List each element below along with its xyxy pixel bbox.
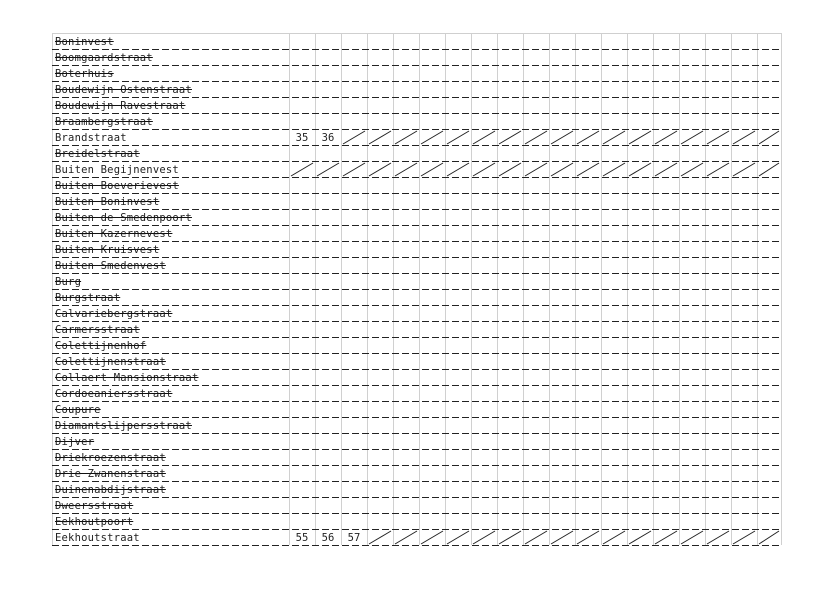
- street-name: Boterhuis: [55, 68, 114, 80]
- hatch-mark: [369, 163, 391, 176]
- street-name: Burgstraat: [55, 292, 121, 304]
- house-number: 55: [295, 532, 309, 544]
- hatch-mark: [655, 131, 677, 144]
- street-name: Burg: [55, 276, 82, 288]
- hatch-mark: [551, 531, 573, 544]
- street-name: Eekhoutstraat: [55, 532, 140, 544]
- hatch-mark: [499, 131, 521, 144]
- street-name: Eekhoutpoort: [55, 516, 134, 528]
- house-number: 56: [321, 532, 335, 544]
- street-name: Boninvest: [55, 36, 114, 48]
- hatch-mark: [655, 163, 677, 176]
- street-name: Buiten Kruisvest: [55, 244, 160, 256]
- street-name: Buiten de Smedenpoort: [55, 212, 192, 224]
- hatch-mark: [733, 531, 755, 544]
- hatch-mark: [421, 531, 443, 544]
- street-name: Breidelstraat: [55, 148, 140, 160]
- hatch-mark: [733, 131, 755, 144]
- hatch-mark: [395, 531, 417, 544]
- hatch-mark: [655, 531, 677, 544]
- street-name: Collaert Mansionstraat: [55, 372, 199, 384]
- hatch-mark: [759, 131, 779, 144]
- street-name: Boudewijn Ravestraat: [55, 100, 186, 112]
- hatch-mark: [395, 163, 417, 176]
- street-name: Brandstraat: [55, 132, 127, 144]
- house-number: 35: [295, 132, 309, 144]
- hatch-mark: [577, 531, 599, 544]
- street-name: Boudewijn Ostenstraat: [55, 84, 192, 96]
- street-name: Buiten Smedenvest: [55, 260, 166, 272]
- street-name: Dweersstraat: [55, 500, 134, 512]
- street-name: Colettijnenhof: [55, 340, 147, 352]
- hatch-mark: [421, 131, 443, 144]
- hatch-mark: [343, 131, 365, 144]
- hatch-mark: [681, 163, 703, 176]
- hatch-mark: [343, 163, 365, 176]
- hatch-mark: [707, 531, 729, 544]
- hatch-mark: [369, 131, 391, 144]
- hatch-mark: [707, 163, 729, 176]
- hatch-mark: [681, 531, 703, 544]
- street-name: Drie Zwanenstraat: [55, 468, 166, 480]
- street-name: Buiten Boeverievest: [55, 180, 179, 192]
- street-name: Buiten Kazernevest: [55, 228, 173, 240]
- hatch-mark: [629, 531, 651, 544]
- street-name: Diamantslijpersstraat: [55, 420, 192, 432]
- hatch-mark: [577, 131, 599, 144]
- street-name: Braambergstraat: [55, 116, 153, 128]
- hatch-mark: [551, 163, 573, 176]
- street-name: Duinenabdijstraat: [55, 484, 166, 496]
- hatch-mark: [629, 163, 651, 176]
- hatch-mark: [603, 163, 625, 176]
- hatch-mark: [551, 131, 573, 144]
- hatch-mark: [369, 531, 391, 544]
- hatch-mark: [759, 531, 779, 544]
- hatch-mark: [759, 163, 779, 176]
- street-name: Buiten Boninvest: [55, 196, 160, 208]
- hatch-mark: [447, 131, 469, 144]
- street-name: Calvariebergstraat: [55, 308, 173, 320]
- street-name: Colettijnenstraat: [55, 356, 166, 368]
- hatch-mark: [447, 531, 469, 544]
- hatch-mark: [577, 163, 599, 176]
- hatch-mark: [525, 531, 547, 544]
- hatch-mark: [525, 163, 547, 176]
- hatch-mark: [681, 131, 703, 144]
- house-number: 57: [347, 532, 361, 544]
- street-name: Boomgaardstraat: [55, 52, 153, 64]
- hatch-mark: [733, 163, 755, 176]
- hatch-mark: [421, 163, 443, 176]
- hatch-mark: [447, 163, 469, 176]
- hatch-mark: [629, 131, 651, 144]
- hatch-mark: [603, 131, 625, 144]
- street-name: Driekroezenstraat: [55, 452, 166, 464]
- hatch-mark: [525, 131, 547, 144]
- hatch-mark: [707, 131, 729, 144]
- hatch-mark: [317, 163, 339, 176]
- hatch-mark: [473, 131, 495, 144]
- street-name: Cordoeaniersstraat: [55, 388, 173, 400]
- street-name: Carmersstraat: [55, 324, 140, 336]
- hatch-mark: [291, 163, 313, 176]
- hatch-mark: [473, 531, 495, 544]
- hatch-mark: [499, 163, 521, 176]
- street-name: Coupure: [55, 404, 101, 416]
- street-name: Dijver: [55, 436, 95, 448]
- street-name: Buiten Begijnenvest: [55, 164, 179, 176]
- house-number: 36: [321, 132, 335, 144]
- hatch-mark: [603, 531, 625, 544]
- hatch-mark: [499, 531, 521, 544]
- hatch-mark: [473, 163, 495, 176]
- hatch-mark: [395, 131, 417, 144]
